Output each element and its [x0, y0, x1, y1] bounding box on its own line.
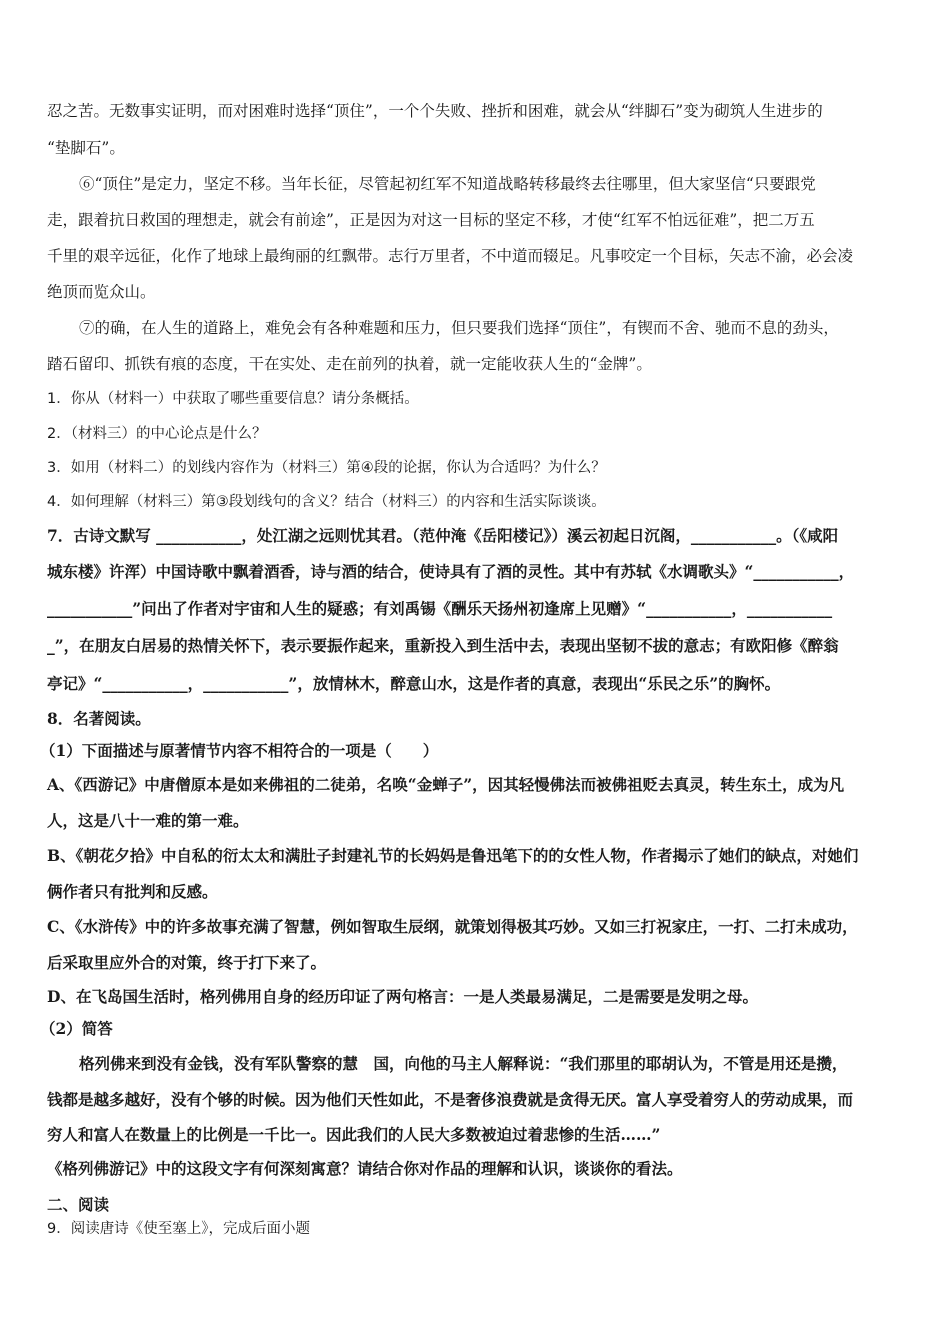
essay-paragraph-6: ⑥“顶住”是定力，坚定不移。当年长征，尽管起初红军不知道战略转移最终去往哪里，但大家坚信“只要跟党	[79, 175, 816, 193]
essay-line: 绝顶而览众山。	[47, 283, 156, 301]
question-8-prompt: 《格列佛游记》中的这段文字有何深刻寓意？请结合你对作品的理解和认识，谈谈你的看法。	[47, 1159, 683, 1178]
excerpt-line: 钱都是越多越好，没有个够的时候。因为他们天性如此，不是奢侈浪费就是贪得无厌。富人享受着穷人的劳动成果，而	[47, 1090, 854, 1109]
essay-paragraph-7: ⑦的确，在人生的道路上，难免会有各种难题和压力，但只要我们选择“顶住”，有锲而不舍、驰而不息的劲头，	[79, 319, 839, 337]
essay-line: 忍之苦。无数事实证明，而对困难时选择“顶住”，一个个失败、挫折和困难，就会从“绊脚石”变为砌筑人生进步的	[47, 102, 823, 120]
option-b-line: 俩作者只有批判和反感。	[47, 882, 218, 901]
essay-line: 千里的艰辛远征，化作了地球上最绚丽的红飘带。志行万里者，不中道而辍足。凡事咬定一个目标，矢志不渝，必会凌	[47, 247, 854, 265]
question-7: 7．古诗文默写 ___________，处江湖之远则忧其君。（范仲淹《岳阳楼记》）溪云初起日沉阁，___________。（《咸阳	[47, 526, 839, 545]
question-8-part-2: （2）简答	[40, 1019, 113, 1038]
option-d: D、在飞岛国生活时，格列佛用自身的经历印证了两句格言：一是人类最易满足，二是需要是发明之母。	[47, 987, 758, 1006]
essay-line: 踏石留印、抓铁有痕的态度，干在实处、走在前列的执着，就一定能收获人生的“金牌”。	[47, 355, 652, 373]
question-7-line: 城东楼》许浑）中国诗歌中飘着酒香，诗与酒的结合，使诗具有了酒的灵性。其中有苏轼《水调歌头》“___________，	[47, 562, 855, 581]
question-7-line: ___________”问出了作者对宇宙和人生的疑惑；有刘禹锡《酬乐天扬州初逢席上见赠》“___________，___________	[47, 599, 833, 618]
question-4: 4．如何理解（材料三）第③段划线句的含义？结合（材料三）的内容和生活实际谈谈。	[47, 494, 606, 510]
section-heading-reading: 二、阅读	[47, 1195, 110, 1214]
option-c: C、《水浒传》中的许多故事充满了智慧，例如智取生辰纲，就策划得极其巧妙。又如三打祝家庄，一打、二打未成功，	[47, 917, 858, 936]
question-8: 8．名著阅读。	[47, 709, 151, 728]
question-3: 3．如用（材料二）的划线内容作为（材料三）第④段的论据，你认为合适吗？为什么？	[47, 460, 606, 476]
option-c-line: 后采取里应外合的对策，终于打下来了。	[47, 953, 327, 972]
option-b: B、《朝花夕拾》中自私的衍太太和满肚子封建礼节的长妈妈是鲁迅笔下的的女性人物，作者揭示了她们的缺点，对她们	[47, 846, 859, 865]
question-1: 1．你从（材料一）中获取了哪些重要信息？请分条概括。	[47, 391, 419, 407]
essay-line: 走，跟着抗日救国的理想走，就会有前途”，正是因为对这一目标的坚定不移，才使“红军不怕远征难”，把二万五	[47, 211, 815, 229]
essay-line: “垫脚石”。	[47, 139, 125, 157]
option-a: A、《西游记》中唐僧原本是如来佛祖的二徒弟，名唤“金蝉子”，因其轻慢佛法而被佛祖贬去真灵，转生东土，成为凡	[47, 775, 845, 794]
question-7-line: 亭记》“___________，___________”，放情林木，醉意山水，这是作者的真意，表现出“乐民之乐”的胸怀。	[47, 674, 781, 693]
question-2: 2．（材料三）的中心论点是什么？	[47, 426, 267, 442]
excerpt-line: 格列佛来到没有金钱，没有军队警察的慧 国，向他的马主人解释说：“我们那里的耶胡认为，不管是用还是攒，	[79, 1054, 848, 1073]
question-7-line: _”，在朋友白居易的热情关怀下，表示要振作起来，重新投入到生活中去，表现出坚韧不拔的意志；有欧阳修《醉翁	[47, 636, 839, 655]
option-a-line: 人，这是八十一难的第一难。	[47, 811, 249, 830]
question-8-part-1: （1）下面描述与原著情节内容不相符合的一项是（ ）	[40, 741, 439, 760]
excerpt-line: 穷人和富人在数量上的比例是一千比一。因此我们的人民大多数被迫过着悲惨的生活……”	[47, 1125, 661, 1144]
question-9: 9．阅读唐诗《使至塞上》，完成后面小题	[47, 1221, 310, 1237]
